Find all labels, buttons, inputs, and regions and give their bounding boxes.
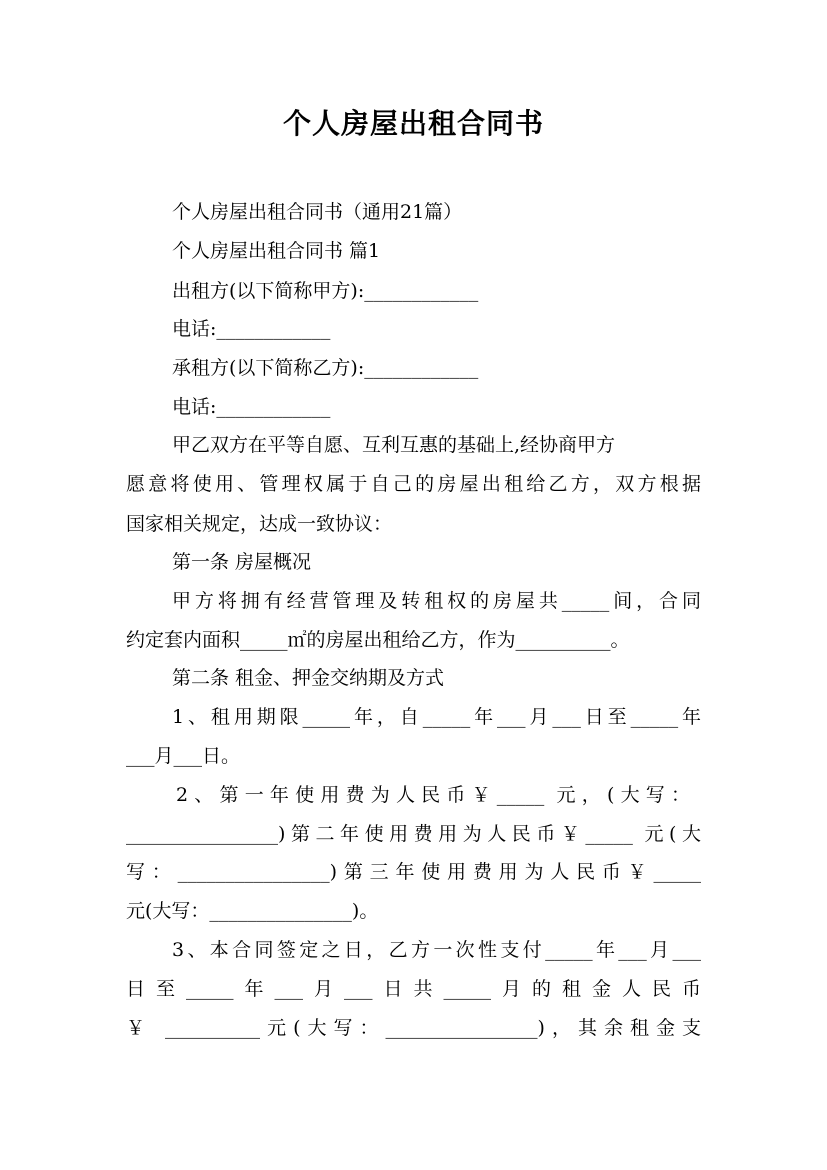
paragraph-line: 日至_____年___月___日共_____月的租金人民币 (126, 978, 701, 1000)
subtitle-line: 个人房屋出租合同书（通用21篇） (172, 201, 463, 223)
lessor-phone-field: 电话:____________ (172, 318, 331, 340)
paragraph-line: 元(大写：_______________)。 (126, 900, 379, 922)
paragraph-line: 愿意将使用、管理权属于自己的房屋出租给乙方，双方根据 (126, 473, 701, 495)
lessee-phone-field: 电话:____________ (172, 396, 331, 418)
paragraph-line: 3、本合同签定之日，乙方一次性支付_____年___月___ (172, 939, 701, 961)
paragraph-line: 甲乙双方在平等自愿、互利互惠的基础上,经协商甲方 (172, 434, 616, 456)
section-heading: 个人房屋出租合同书 篇1 (172, 240, 381, 262)
lessee-field: 承租方(以下简称乙方):____________ (172, 357, 479, 379)
paragraph-line: ￥ __________元(大写：________________)，其余租金支 (126, 1017, 701, 1039)
lessor-field: 出租方(以下简称甲方):____________ (172, 280, 479, 302)
article-heading: 第二条 租金、押金交纳期及方式 (172, 667, 445, 689)
document-title: 个人房屋出租合同书 (282, 107, 544, 140)
paragraph-line: 国家相关规定，达成一致协议： (126, 513, 393, 535)
paragraph-line: 甲方将拥有经营管理及转租权的房屋共_____间，合同 (172, 590, 701, 612)
paragraph-line: 1、租用期限_____年，自_____年___月___日至_____年 (172, 706, 701, 728)
paragraph-line: ________________)第二年使用费用为人民币￥_____ 元(大 (126, 823, 701, 845)
article-heading: 第一条 房屋概况 (172, 551, 312, 573)
paragraph-line: 约定套内面积_____㎡的房屋出租给乙方，作为__________。 (126, 629, 630, 651)
paragraph-line: 写：________________)第三年使用费用为人民币￥_____ (126, 861, 701, 883)
paragraph-line: 2、第一年使用费为人民币￥_____ 元，(大写： (176, 784, 690, 806)
paragraph-line: ___月___日。 (126, 745, 241, 767)
